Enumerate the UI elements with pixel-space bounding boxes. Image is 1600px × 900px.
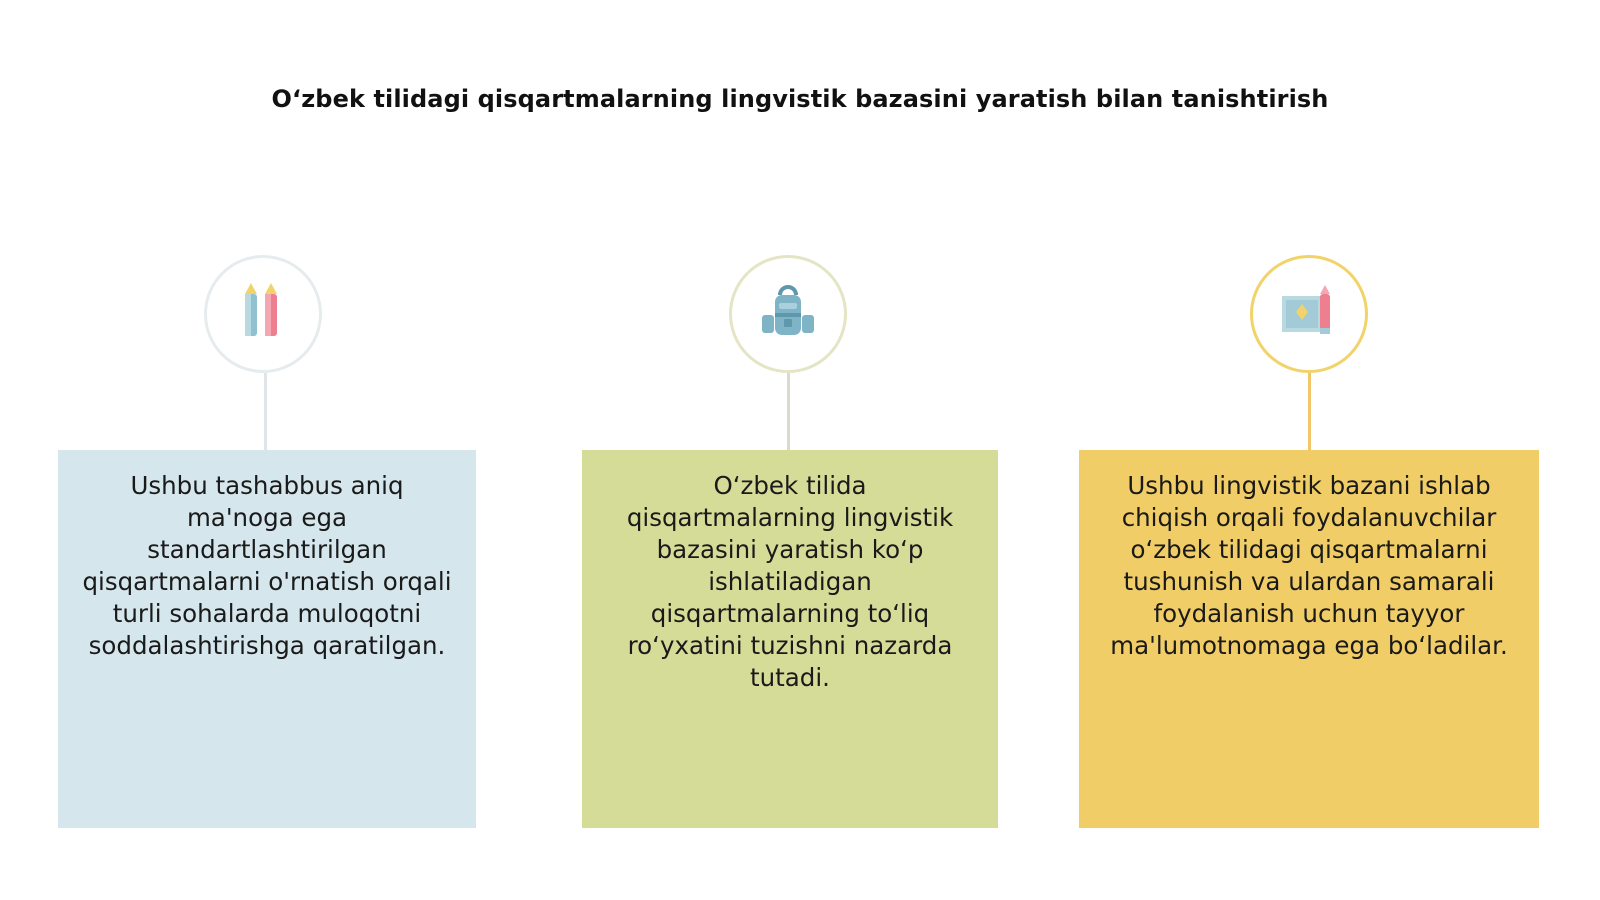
connector-line-2 (787, 373, 790, 450)
icon-circle-2 (729, 255, 847, 373)
info-card-2 (582, 450, 998, 828)
pencils-icon (235, 280, 291, 348)
connector-line-1 (264, 373, 267, 450)
backpack-icon (758, 281, 818, 347)
info-card-3-text: Ushbu lingvistik bazani ishlab chiqish orqali foydalanuvchilar o‘zbek tilidagi qisqartmalarni tushunish va ulardan samarali foydalanish uchun tayyor ma'lumotnomaga ega bo‘ladilar. (1110, 471, 1508, 660)
connector-line-3 (1308, 373, 1311, 450)
info-card-1 (58, 450, 476, 828)
info-card-2-text: O‘zbek tilida qisqartmalarning lingvistik bazasini yaratish ko‘p ishlatiladigan qisqartmalarning to‘liq ro‘yxatini tuzishni nazarda tutadi. (626, 471, 954, 692)
info-card-3 (1079, 450, 1539, 828)
icon-circle-3 (1250, 255, 1368, 373)
notebook-pencil-icon (1278, 282, 1340, 346)
icon-circle-1 (204, 255, 322, 373)
page-title: O‘zbek tilidagi qisqartmalarning lingvistik bazasini yaratish bilan tanishtirish (271, 85, 1329, 113)
info-card-1-text: Ushbu tashabbus aniq ma'noga ega standartlashtirilgan qisqartmalarni o'rnatish orqali turli sohalarda muloqotni soddalashtirishga qaratilgan. (82, 471, 452, 660)
